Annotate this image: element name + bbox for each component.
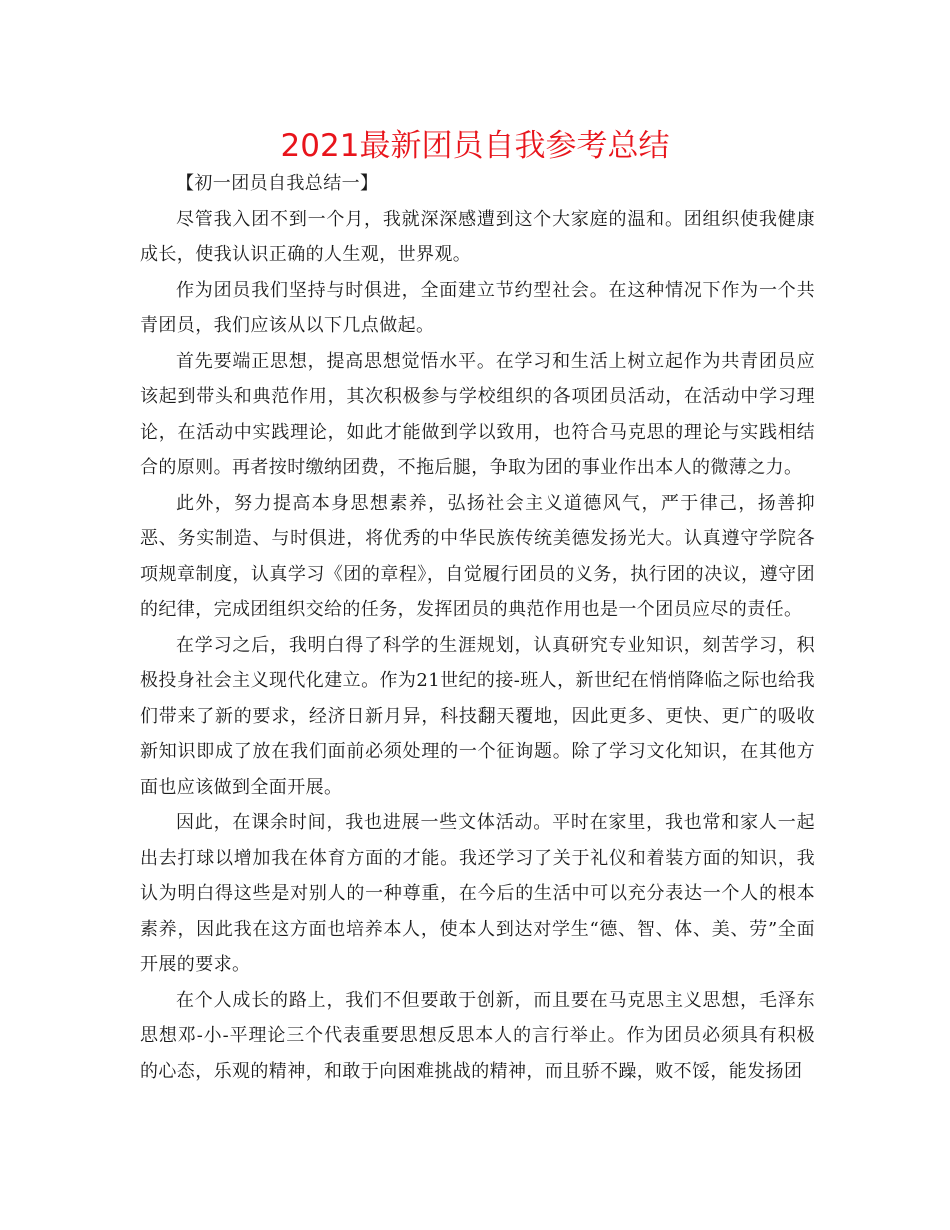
document-title: 2021最新团员自我参考总结 [280,128,670,164]
paragraph: 作为团员我们坚持与时俱进，全面建立节约型社会。在这种情况下作为一个共青团员，我们应该从以下几点做起。 [140,279,815,336]
paragraph: 因此，在课余时间，我也进展一些文体活动。平时在家里，我也常和家人一起出去打球以增加我在体育方面的才能。我还学习了关于礼仪和着装方面的知识，我认为明白得这些是对别人的一种尊重，在今后的生活中可以充分表达一个人的根本素养，因此我在这方面也培养本人，使本人到达对学生“德、智、体、美、劳”全面开展的要求。 [140,812,815,975]
paragraph: 在个人成长的路上，我们不但要敢于创新，而且要在马克思主义思想，毛泽东思想邓-小-平理论三个代表重要思想反思本人的言行举止。作为团员必须具有积极的心态，乐观的精神，和敢于向困难挑战的精神，而且骄不躁，败不馁，能发扬团 [140,989,815,1082]
paragraph: 尽管我入团不到一个月，我就深深感遭到这个大家庭的温和。团组织使我健康成长，使我认识正确的人生观，世界观。 [140,208,815,265]
section-heading: 【初一团员自我总结一】 [176,173,379,194]
paragraph: 首先要端正思想，提高思想觉悟水平。在学习和生活上树立起作为共青团员应该起到带头和典范作用，其次积极参与学校组织的各项团员活动，在活动中学习理论，在活动中实践理论，如此才能做到学以致用，也符合马克思的理论与实践相结合的原则。再者按时缴纳团费，不拖后腿，争取为团的事业作出本人的微薄之力。 [140,350,815,478]
paragraph: 在学习之后，我明白得了科学的生涯规划，认真研究专业知识，刻苦学习，积极投身社会主义现代化建立。作为21世纪的接-班人，新世纪在悄悄降临之际也给我们带来了新的要求，经济日新月异，科技翻天覆地，因此更多、更快、更广的吸收新知识即成了放在我们面前必须处理的一个征询题。除了学习文化知识，在其他方面也应该做到全面开展。 [140,634,815,798]
paragraph: 此外，努力提高本身思想素养，弘扬社会主义道德风气，严于律己，扬善抑恶、务实制造、与时俱进，将优秀的中华民族传统美德发扬光大。认真遵守学院各项规章制度，认真学习《团的章程》，自觉履行团员的义务，执行团的决议，遵守团的纪律，完成团组织交给的任务，发挥团员的典范作用也是一个团员应尽的责任。 [140,492,815,620]
document-body [140,166,815,1089]
